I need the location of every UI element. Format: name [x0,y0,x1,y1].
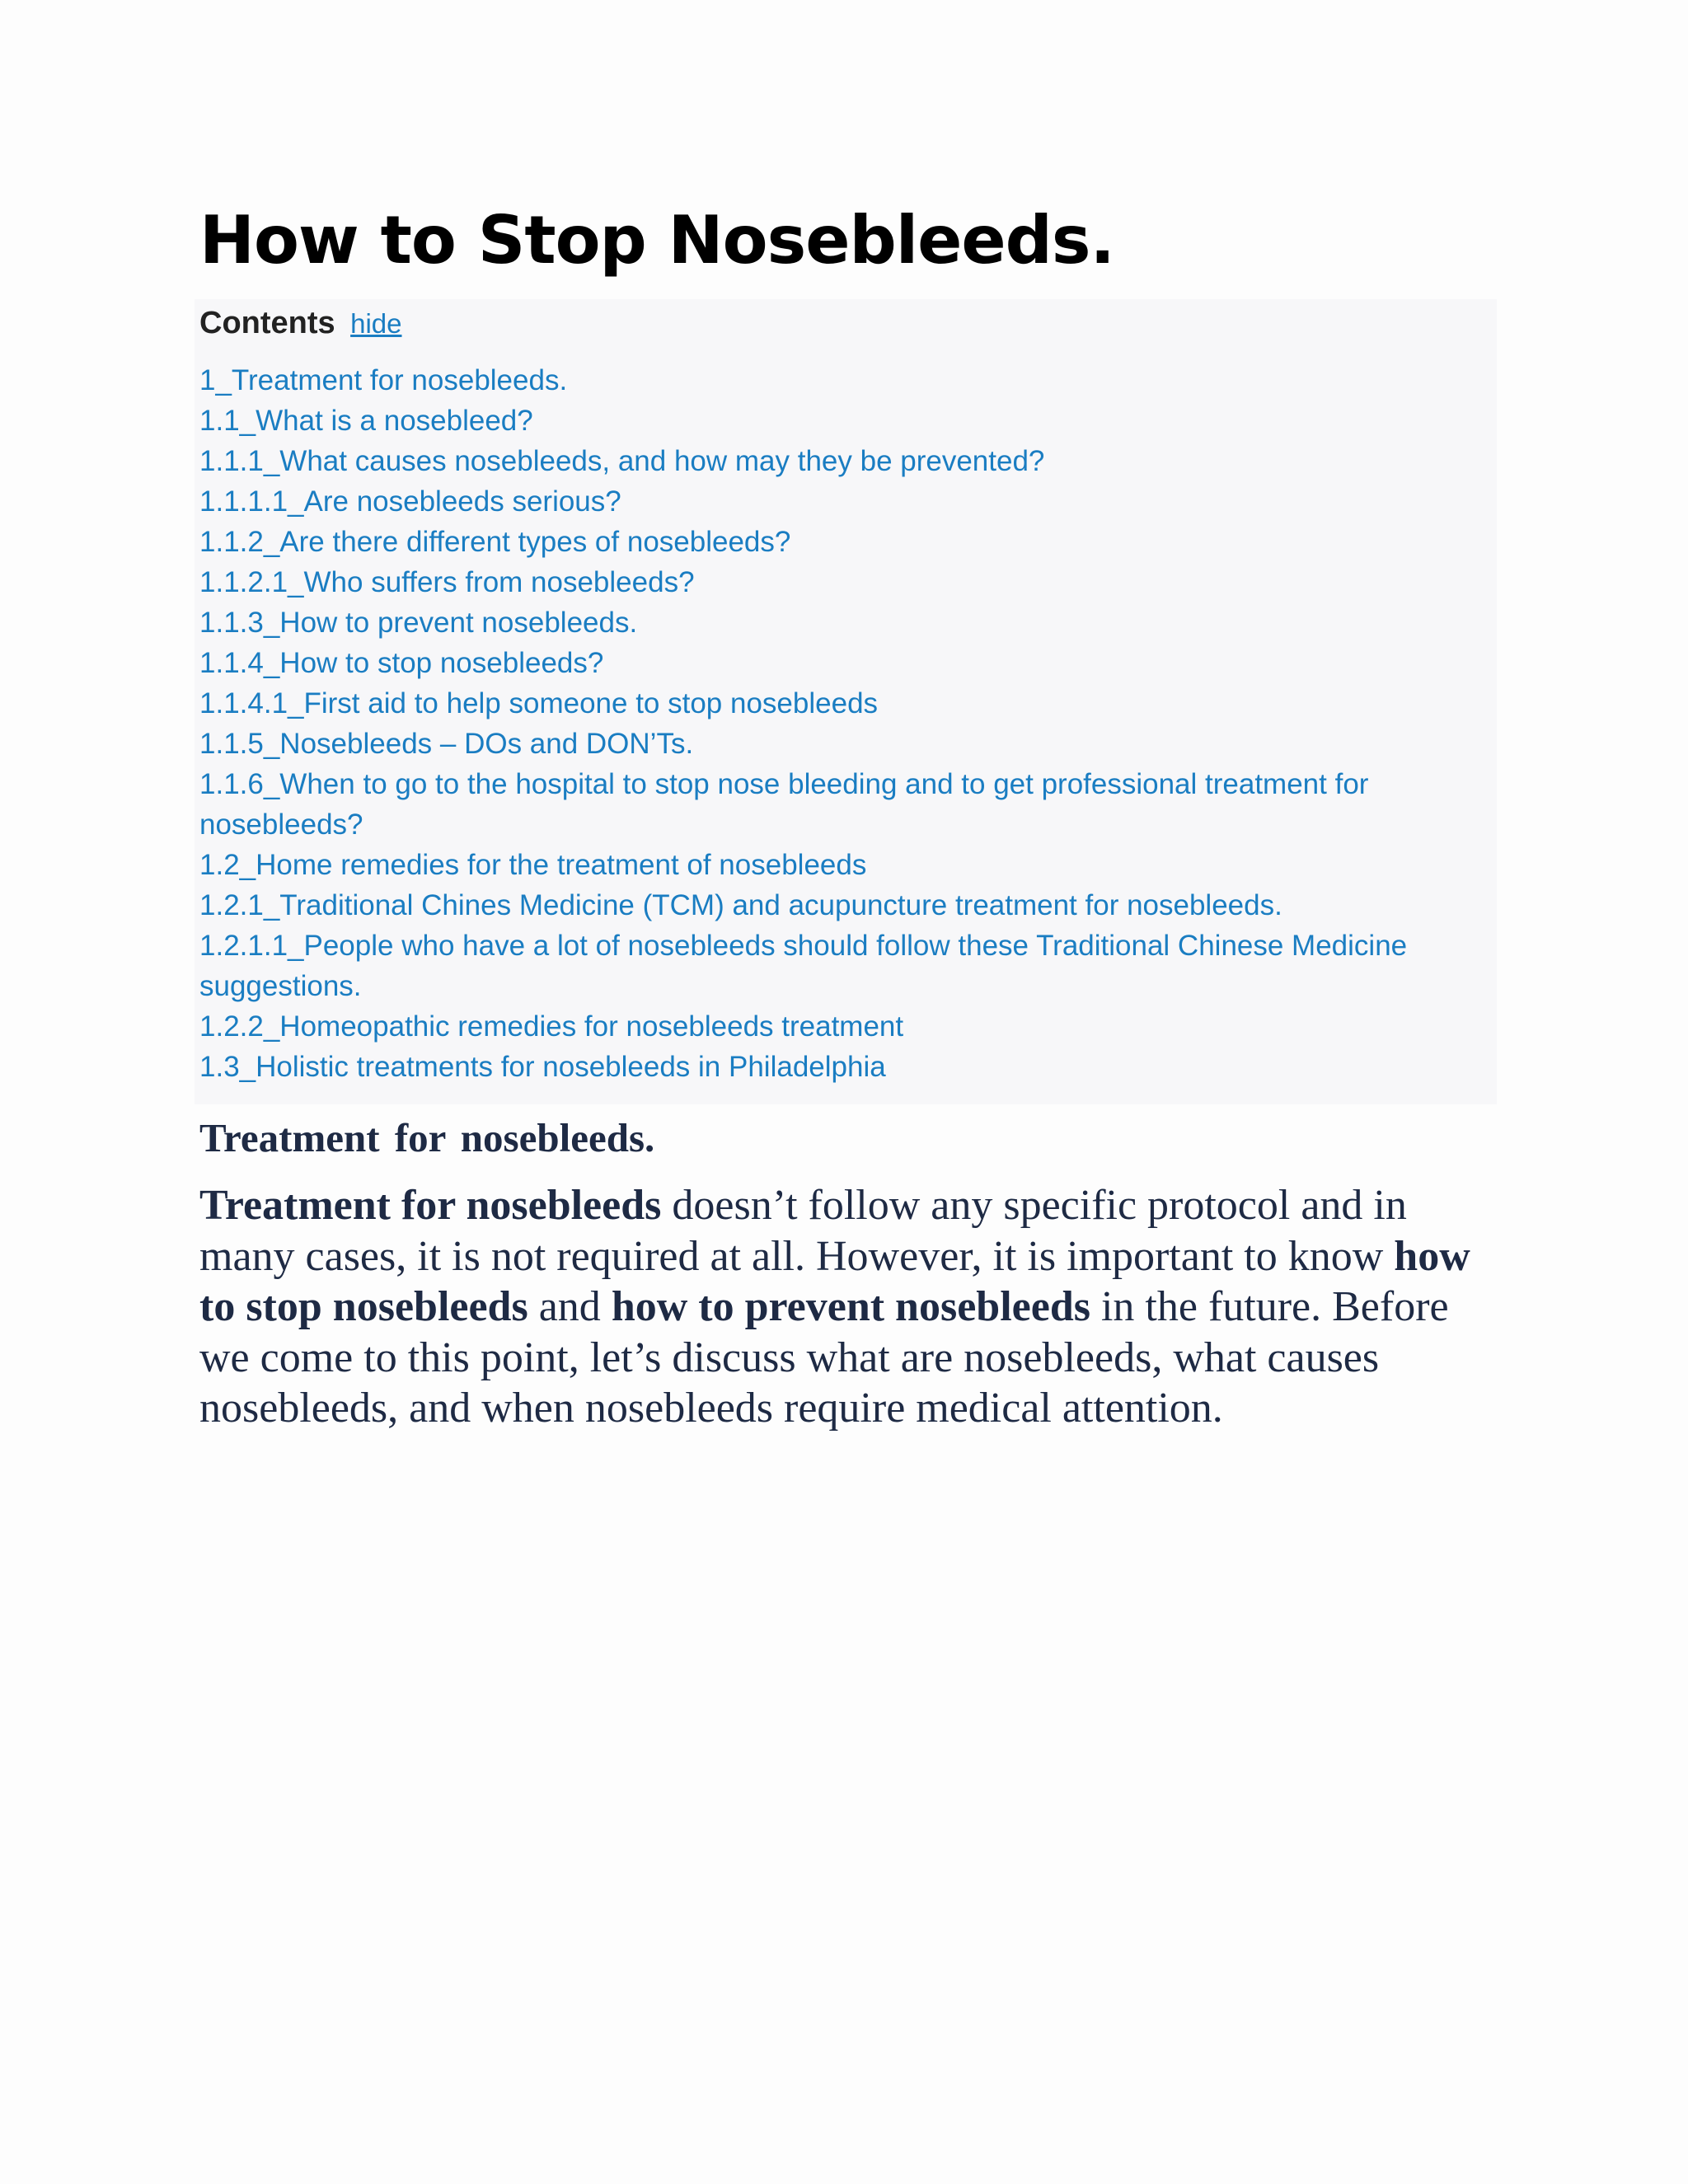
section-heading: Treatment for nosebleeds. [199,1115,655,1160]
table-of-contents [195,299,1497,1104]
toc-list [199,360,1489,1087]
toc-link[interactable]: 1.1.3_How to prevent nosebleeds. [199,607,638,639]
body-paragraph [199,1180,1485,1434]
bold-phrase: how to stop nosebleeds [199,1232,1470,1330]
toc-link[interactable]: 1.1.4.1_First aid to help someone to stop nosebleeds [199,687,879,719]
toc-link[interactable]: 1.2.1_Traditional Chines Medicine (TCM) and acupuncture treatment for nosebleeds. [199,889,1282,921]
toc-link[interactable]: 1.2_Home remedies for the treatment of nosebleeds [199,849,867,881]
paragraph-text: doesn’t follow any specific protocol and in many cases, it is not required at all. However, it is important to know [199,1182,1407,1280]
toc-link[interactable]: 1.1.4_How to stop nosebleeds? [199,647,604,679]
toc-link[interactable]: 1_Treatment for nosebleeds. [199,364,568,396]
paragraph-text: and [528,1283,612,1330]
toc-link[interactable]: 1.1.2_Are there different types of nosebleeds? [199,526,791,558]
toc-hide-link[interactable]: hide [350,308,402,339]
toc-link[interactable]: 1.1.2.1_Who suffers from nosebleeds? [199,566,695,598]
paragraph-text: in the future. Before we come to this point, let’s discuss what are nosebleeds, what causes nosebleeds, and when nosebleeds require medical attention. [199,1283,1449,1432]
page-title: How to Stop Nosebleeds. [199,202,1114,279]
toc-header [199,306,402,341]
toc-link[interactable]: 1.1.5_Nosebleeds – DOs and DON’Ts. [199,728,694,760]
toc-title: Contents [199,306,335,340]
toc-link[interactable]: 1.3_Holistic treatments for nosebleeds in Philadelphia [199,1051,886,1083]
toc-link[interactable]: 1.1.1_What causes nosebleeds, and how may they be prevented? [199,445,1045,477]
toc-link[interactable]: 1.2.2_Homeopathic remedies for nosebleeds treatment [199,1010,904,1043]
toc-link[interactable]: 1.1_What is a nosebleed? [199,405,533,437]
bold-phrase: how to prevent nosebleeds [611,1283,1090,1330]
toc-link[interactable]: 1.1.6_When to go to the hospital to stop nose bleeding and to get professional treatment for nosebleeds? [199,768,1369,841]
toc-link[interactable]: 1.1.1.1_Are nosebleeds serious? [199,485,621,518]
toc-link[interactable]: 1.2.1.1_People who have a lot of nosebleeds should follow these Traditional Chinese Medicine suggestions. [199,930,1408,1002]
bold-phrase: Treatment for nosebleeds [199,1182,662,1229]
